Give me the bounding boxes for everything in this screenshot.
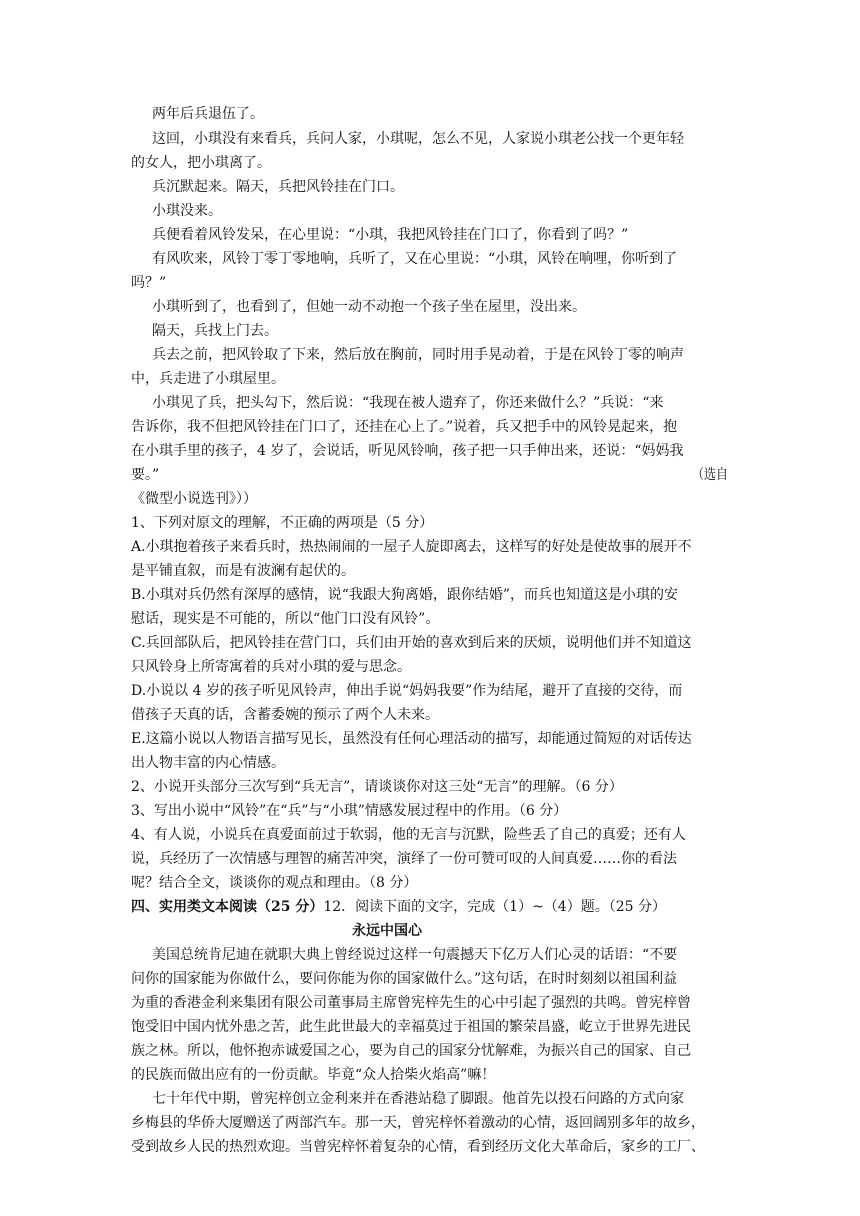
option-d: 借孩子天真的话，含蓄委婉的预示了两个人未来。 bbox=[131, 707, 439, 723]
story-paragraph: 小琪没来。 bbox=[152, 203, 222, 219]
section-heading bbox=[131, 897, 666, 917]
question-4: 4、有人说，小说兵在真爱面前过于软弱，他的无言与沉默，险些丢了自己的真爱；还有人 bbox=[131, 827, 686, 843]
story-paragraph: 小琪听到了，也看到了，但她一动不动抱一个孩子坐在屋里，没出来。 bbox=[152, 299, 586, 315]
question-3: 3、写出小说中“风铃”在“兵”与“小琪”情感发展过程中的作用。（6 分） bbox=[131, 803, 568, 819]
option-a: A.小琪抱着孩子来看兵时，热热闹闹的一屋子人旋即离去，这样写的好处是使故事的展开不 bbox=[131, 539, 692, 555]
article-paragraph: 美国总统肯尼迪在就职大典上曾经说过这样一句震撼天下亿万人们心灵的话语：“不要 bbox=[152, 947, 678, 963]
article-paragraph: 乡梅县的华侨大厦赠送了两部汽车。那一天，曾宪梓怀着激动的心情，返回阔别多年的故乡， bbox=[131, 1115, 705, 1131]
story-paragraph: 隔天，兵找上门去。 bbox=[152, 323, 278, 339]
option-d: D.小说以 4 岁的孩子听见风铃声，伸出手说“妈妈我要”作为结尾，避开了直接的交待，而 bbox=[131, 683, 683, 699]
article-paragraph: 受到故乡人民的热烈欢迎。当曾宪梓怀着复杂的心情，看到经历文化大革命后，家乡的工厂、 bbox=[131, 1139, 705, 1155]
story-paragraph: 在小琪手里的孩子，4 岁了，会说话，听见风铃响，孩子把一只手伸出来，还说：“妈妈我 bbox=[131, 443, 684, 459]
option-c: C.兵回部队后，把风铃挂在营门口，兵们由开始的喜欢到后来的厌烦，说明他们并不知道这 bbox=[131, 635, 692, 651]
article-paragraph: 饱受旧中国内忧外患之苦，此生此世最大的幸福莫过于祖国的繁荣昌盛，屹立于世界先进民 bbox=[131, 1019, 691, 1035]
story-paragraph: 兵沉默起来。隔天，兵把风铃挂在门口。 bbox=[152, 179, 404, 195]
option-a: 是平铺直叙，而是有波澜有起伏的。 bbox=[131, 563, 355, 579]
option-b: 慰话，现实是不可能的，所以“他门口没有风铃”。 bbox=[131, 611, 440, 627]
story-paragraph: 两年后兵退伍了。 bbox=[152, 106, 264, 122]
article-paragraph: 为重的香港金利来集团有限公司董事局主席曾宪梓先生的心中引起了强烈的共鸣。曾宪梓曾 bbox=[131, 995, 691, 1011]
story-paragraph: 兵去之前，把风铃取了下来，然后放在胸前，同时用手晃动着，于是在风铃丁零的响声 bbox=[152, 347, 684, 363]
story-paragraph: 有风吹来，风铃丁零丁零地响，兵听了，又在心里说：“小琪，风铃在响哩，你听到了 bbox=[152, 251, 678, 267]
section-heading-rest: 12．阅读下面的文字，完成（1）~（4）题。（25 分） bbox=[323, 899, 666, 915]
story-paragraph: 告诉你，我不但把风铃挂在门口了，还挂在心上了。”说着，兵又把手中的风铃晃起来，抱 bbox=[131, 419, 678, 435]
question-4: 说，兵经历了一次情感与理智的痛苦冲突，演绎了一份可赞可叹的人间真爱……你的看法 bbox=[131, 851, 677, 867]
article-paragraph: 问你的国家能为你做什么，要问你能为你的国家做什么。”这句话，在时时刻刻以祖国利益 bbox=[131, 971, 678, 987]
story-paragraph: 小琪见了兵，把头勾下，然后说：“我现在被人遗弃了，你还来做什么？”兵说：“来 bbox=[152, 395, 664, 411]
article-title: 永远中国心 bbox=[352, 923, 422, 939]
option-c: 只风铃身上所寄寓着的兵对小琪的爱与思念。 bbox=[131, 659, 411, 675]
option-e: E.这篇小说以人物语言描写见长，虽然没有任何心理活动的描写，却能通过简短的对话传达 bbox=[131, 731, 692, 747]
story-paragraph: 吗？” bbox=[131, 275, 167, 291]
article-paragraph: 族之林。所以，他怀抱赤诚爱国之心，要为自己的国家分忧解难，为振兴自己的国家、自己 bbox=[131, 1043, 691, 1059]
story-paragraph: 要。” bbox=[131, 467, 160, 483]
source-citation: （选自 bbox=[692, 467, 728, 483]
article-paragraph: 七十年代中期，曾宪梓创立金利来并在香港站稳了脚跟。他首先以投石问路的方式向家 bbox=[152, 1091, 684, 1107]
story-paragraph: 兵便看着风铃发呆，在心里说：“小琪，我把风铃挂在门口了，你看到了吗？” bbox=[152, 227, 629, 243]
section-heading-bold: 四、实用类文本阅读（25 分） bbox=[131, 899, 324, 915]
question-2: 2、小说开头部分三次写到“兵无言”，请谈谈你对这三处“无言”的理解。（6 分） bbox=[131, 779, 623, 795]
source-citation: 《微型小说选刊》）） bbox=[131, 491, 257, 507]
option-e: 出人物丰富的内心情感。 bbox=[131, 755, 285, 771]
story-paragraph: 中，兵走进了小琪屋里。 bbox=[131, 371, 285, 387]
article-paragraph: 的民族而做出应有的一份贡献。毕竟“众人拾柴火焰高”嘛！ bbox=[131, 1067, 496, 1083]
story-paragraph: 这回，小琪没有来看兵，兵问人家，小琪呢，怎么不见，人家说小琪老公找一个更年轻 bbox=[152, 131, 684, 147]
option-b: B.小琪对兵仍然有深厚的感情，说“我跟大狗离婚，跟你结婚”，而兵也知道这是小琪的安 bbox=[131, 587, 679, 603]
question-1: 1、下列对原文的理解，不正确的两项是（5 分） bbox=[131, 515, 434, 531]
question-4: 呢？结合全文，谈谈你的观点和理由。（8 分） bbox=[131, 875, 418, 891]
story-paragraph: 的女人，把小琪离了。 bbox=[131, 155, 271, 171]
